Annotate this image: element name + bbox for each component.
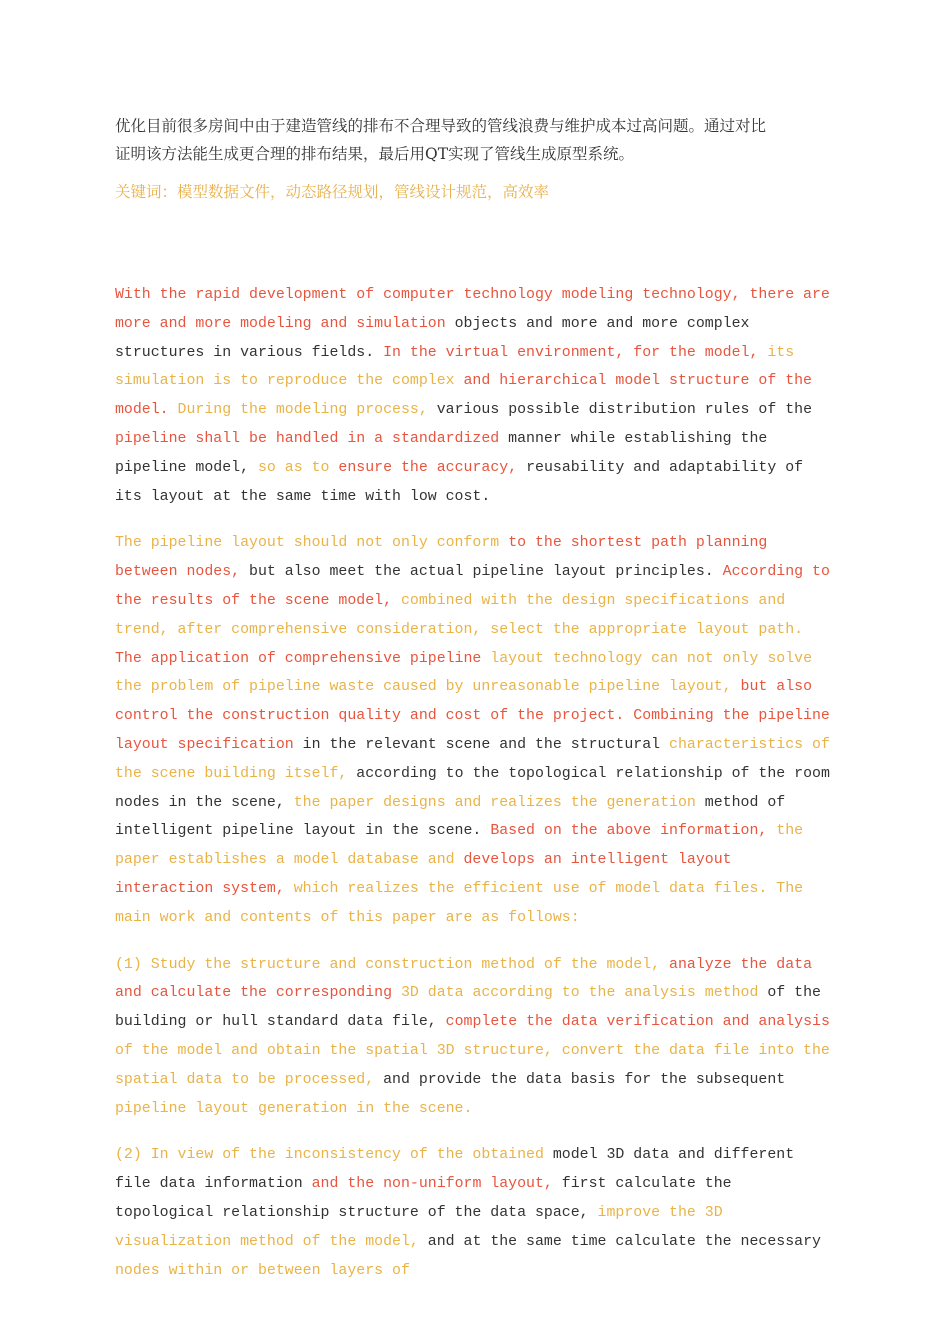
- abstract-zh-line-1: 优化目前很多房间中由于建造管线的排布不合理导致的管线浪费与维护成本过高问题。通过对比: [115, 117, 767, 135]
- text-run: according to the topological relationship of the room nodes in the scene,: [115, 765, 830, 811]
- text-run: and the non-uniform layout,: [311, 1176, 553, 1193]
- text-run: objects and more and more complex structures in various fields.: [115, 315, 750, 361]
- english-paragraph-2: [115, 529, 833, 932]
- text-run: 3D data according to the analysis method: [392, 985, 759, 1002]
- text-run: but also meet the actual pipeline layout principles.: [240, 564, 723, 581]
- text-run: and provide the data basis for the subsequent: [374, 1071, 786, 1088]
- text-run: complete the data verification and analysis: [445, 1014, 830, 1031]
- text-run: first calculate the topological relationship structure of the data space,: [115, 1176, 732, 1221]
- text-run: According to the results of the scene model,: [115, 564, 830, 609]
- text-run: develops an intelligent layout interaction system,: [115, 852, 732, 897]
- text-run: reusability and adaptability of its layout at the same time with low cost.: [115, 459, 804, 505]
- text-run: characteristics of the scene building itself,: [115, 736, 830, 782]
- text-run: With the rapid development of computer technology modeling technology, there are more and more modeling and simulation: [115, 287, 830, 332]
- text-run: its simulation is to reproduce the complex: [115, 344, 795, 390]
- abstract-zh-line-2: 证明该方法能生成更合理的排布结果，最后用QT实现了管线生成原型系统。: [115, 145, 635, 163]
- text-run: and hierarchical model structure of the model.: [115, 373, 812, 419]
- text-run: pipeline layout generation in the scene.: [115, 1100, 473, 1117]
- english-paragraph-3: [115, 951, 833, 1124]
- text-run: and at the same time calculate the necessary: [418, 1233, 821, 1250]
- keywords-zh: 关键词：模型数据文件，动态路径规划，管线设计规范，高效率: [115, 183, 550, 201]
- text-run: the paper establishes a model database and: [115, 823, 804, 869]
- text-run: ensure the accuracy,: [338, 459, 518, 476]
- text-run: layout technology can not only solve the problem of pipeline waste caused by unreasonable pipeline layout,: [115, 650, 813, 696]
- text-run: the paper designs and realizes the generation: [293, 794, 696, 811]
- english-paragraph-1: [115, 281, 833, 511]
- text-run: In the virtual environment, for the model,: [383, 344, 759, 361]
- text-run: method of intelligent pipeline layout in the scene.: [115, 794, 786, 840]
- text-run: pipeline shall be handled in a standardized: [115, 430, 500, 447]
- text-run: improve the 3D visualization method of the model,: [115, 1204, 723, 1250]
- text-run: to the shortest path planning between nodes,: [115, 535, 768, 581]
- text-run: so as to: [257, 459, 339, 476]
- text-run: combined with the design specifications and trend, after comprehensive consideration, select the appropriate layout path.: [115, 592, 804, 638]
- english-paragraph-4: [115, 1141, 833, 1285]
- text-run: (1) Study the structure and construction method of the model,: [115, 956, 670, 973]
- text-run: in the relevant scene and the structural: [293, 736, 670, 753]
- text-run: During the modeling process,: [168, 402, 428, 419]
- text-run: The application of comprehensive pipeline: [115, 650, 482, 667]
- text-run: analyze the data and calculate the corresponding: [115, 956, 813, 1002]
- text-run: (2) In view of the inconsistency of the obtained: [115, 1147, 544, 1164]
- text-run: of the model and obtain the spatial 3D structure, convert the data file into the spatial data to be processed,: [115, 1042, 830, 1088]
- text-run: The pipeline layout should not only conform: [115, 535, 509, 552]
- text-run: Based on the above information,: [490, 823, 768, 840]
- text-run: manner while establishing the pipeline model,: [115, 430, 768, 476]
- text-run: which realizes the efficient use of model data files. The main work and contents of this paper are as follows:: [115, 880, 804, 926]
- text-run: of the building or hull standard data file,: [115, 985, 821, 1031]
- text-run: but also control the construction quality and cost of the project. Combining the pipeline layout specification: [115, 679, 830, 753]
- document-page: [115, 112, 833, 1285]
- text-run: model 3D data and different file data information: [115, 1147, 795, 1193]
- text-run: nodes within or between layers of: [115, 1262, 410, 1279]
- text-run: various possible distribution rules of the: [427, 402, 813, 419]
